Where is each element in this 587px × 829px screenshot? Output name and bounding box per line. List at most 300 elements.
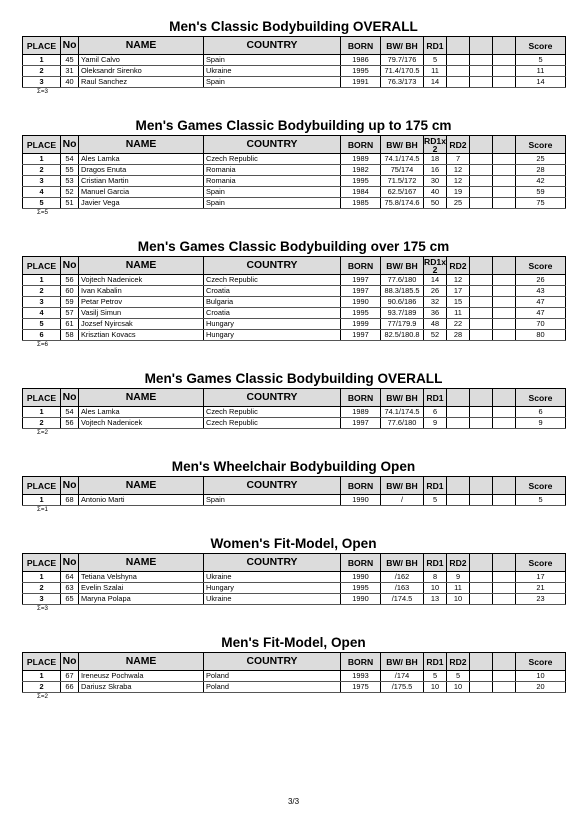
cell-born: 1995	[341, 176, 381, 187]
cell-rd2: 12	[447, 165, 470, 176]
column-header: BORN	[341, 389, 381, 407]
cell-place: 2	[23, 682, 61, 693]
column-header: BW/ BH	[381, 389, 424, 407]
cell-e2	[493, 682, 516, 693]
column-header: BORN	[341, 257, 381, 275]
cell-bw: 71.4/170.5	[381, 66, 424, 77]
column-header: NAME	[79, 389, 204, 407]
column-header: COUNTRY	[204, 477, 341, 495]
cell-name: Raul Sanchez	[79, 77, 204, 88]
cell-born: 1990	[341, 495, 381, 506]
cell-e2	[493, 55, 516, 66]
cell-score: 6	[516, 407, 566, 418]
cell-country: Poland	[204, 682, 341, 693]
column-header: RD2	[447, 136, 470, 154]
cell-rd2: 12	[447, 275, 470, 286]
cell-rd1: 30	[424, 176, 447, 187]
cell-e2	[493, 308, 516, 319]
column-header: RD2	[447, 554, 470, 572]
cell-no: 58	[61, 330, 79, 341]
cell-rd2: 25	[447, 198, 470, 209]
cell-name: Manuel Garcia	[79, 187, 204, 198]
column-header	[470, 389, 493, 407]
column-header: BORN	[341, 653, 381, 671]
column-header	[493, 554, 516, 572]
cell-score: 20	[516, 682, 566, 693]
cell-bw: 62.5/167	[381, 187, 424, 198]
cell-born: 1975	[341, 682, 381, 693]
cell-bw: 74.1/174.5	[381, 154, 424, 165]
results-table	[22, 476, 566, 506]
cell-bw: 82.5/180.8	[381, 330, 424, 341]
cell-e1	[470, 407, 493, 418]
table-row	[23, 154, 566, 165]
column-header	[493, 37, 516, 55]
cell-rd1: 36	[424, 308, 447, 319]
cell-rd1: 13	[424, 594, 447, 605]
column-header: RD1	[424, 37, 447, 55]
cell-e1	[470, 495, 493, 506]
header-row	[23, 37, 566, 55]
cell-e1	[470, 572, 493, 583]
cell-rd1: 5	[424, 55, 447, 66]
results-table	[22, 652, 566, 693]
cell-place: 2	[23, 286, 61, 297]
column-header: RD1x 2	[424, 256, 446, 275]
cell-bw: /162	[381, 572, 424, 583]
cell-bw: 76.3/173	[381, 77, 424, 88]
cell-e1	[470, 66, 493, 77]
cell-bw: /174.5	[381, 594, 424, 605]
cell-e2	[493, 594, 516, 605]
cell-place: 5	[23, 319, 61, 330]
cell-bw: /174	[381, 671, 424, 682]
cell-bw: 75/174	[381, 165, 424, 176]
results-table	[22, 388, 566, 429]
cell-no: 54	[61, 154, 79, 165]
cell-rd1: 26	[424, 286, 447, 297]
cell-no: 54	[61, 407, 79, 418]
cell-rd2	[447, 55, 470, 66]
column-header: RD2	[447, 257, 470, 275]
cell-e1	[470, 330, 493, 341]
cell-born: 1982	[341, 165, 381, 176]
results-section	[22, 535, 565, 616]
column-header: Score	[516, 554, 566, 572]
column-header: No	[61, 136, 79, 154]
column-header	[470, 653, 493, 671]
cell-name: Maryna Polapa	[79, 594, 204, 605]
participant-count: Σ=3	[37, 605, 48, 612]
cell-bw: 75.8/174.6	[381, 198, 424, 209]
column-header	[493, 653, 516, 671]
cell-rd2: 7	[447, 154, 470, 165]
results-section	[22, 458, 565, 517]
participant-count: Σ=1	[37, 506, 48, 513]
cell-score: 14	[516, 77, 566, 88]
column-header: BORN	[341, 477, 381, 495]
table-row	[23, 319, 566, 330]
cell-score: 59	[516, 187, 566, 198]
cell-name: Vojtech Nadenicek	[79, 418, 204, 429]
cell-e1	[470, 594, 493, 605]
cell-no: 45	[61, 55, 79, 66]
results-section	[22, 370, 565, 440]
column-header: COUNTRY	[204, 653, 341, 671]
page-number: 3/3	[287, 797, 300, 806]
cell-rd1: 50	[424, 198, 447, 209]
column-header: No	[61, 653, 79, 671]
table-row	[23, 198, 566, 209]
column-header	[470, 554, 493, 572]
cell-rd1: 11	[424, 66, 447, 77]
cell-name: Petar Petrov	[79, 297, 204, 308]
column-header: COUNTRY	[204, 554, 341, 572]
cell-country: Poland	[204, 671, 341, 682]
cell-rd1: 5	[424, 671, 447, 682]
table-row	[23, 671, 566, 682]
cell-name: Vojtech Nadenicek	[79, 275, 204, 286]
cell-born: 1997	[341, 286, 381, 297]
cell-born: 1990	[341, 297, 381, 308]
cell-country: Czech Republic	[204, 407, 341, 418]
cell-e1	[470, 187, 493, 198]
participant-count: Σ=5	[37, 209, 48, 216]
column-header: Score	[516, 477, 566, 495]
column-header: RD1x 2	[424, 135, 446, 154]
cell-e2	[493, 187, 516, 198]
section-title: Men's Classic Bodybuilding OVERALL	[169, 19, 418, 34]
cell-born: 1995	[341, 66, 381, 77]
cell-place: 3	[23, 297, 61, 308]
cell-e1	[470, 275, 493, 286]
cell-no: 60	[61, 286, 79, 297]
cell-place: 4	[23, 187, 61, 198]
cell-place: 5	[23, 198, 61, 209]
cell-country: Czech Republic	[204, 418, 341, 429]
cell-country: Spain	[204, 495, 341, 506]
column-header: COUNTRY	[204, 37, 341, 55]
column-header: PLACE	[23, 257, 61, 275]
cell-score: 10	[516, 671, 566, 682]
cell-rd1: 48	[424, 319, 447, 330]
column-header: NAME	[79, 554, 204, 572]
cell-bw: 77.6/180	[381, 275, 424, 286]
cell-no: 67	[61, 671, 79, 682]
cell-rd2: 12	[447, 176, 470, 187]
cell-no: 31	[61, 66, 79, 77]
cell-no: 61	[61, 319, 79, 330]
participant-count: Σ=6	[37, 341, 48, 348]
cell-country: Romania	[204, 176, 341, 187]
cell-score: 28	[516, 165, 566, 176]
cell-country: Croatia	[204, 286, 341, 297]
cell-country: Hungary	[204, 319, 341, 330]
column-header	[493, 477, 516, 495]
cell-country: Bulgaria	[204, 297, 341, 308]
cell-place: 1	[23, 275, 61, 286]
cell-country: Romania	[204, 165, 341, 176]
section-title: Men's Fit-Model, Open	[221, 635, 366, 650]
participant-count: Σ=3	[37, 88, 48, 95]
cell-place: 2	[23, 418, 61, 429]
cell-e1	[470, 154, 493, 165]
header-row	[23, 477, 566, 495]
results-table	[22, 135, 566, 209]
cell-e2	[493, 330, 516, 341]
cell-no: 64	[61, 572, 79, 583]
cell-name: Evelin Szalai	[79, 583, 204, 594]
column-header: PLACE	[23, 477, 61, 495]
cell-score: 5	[516, 495, 566, 506]
header-row	[23, 389, 566, 407]
cell-score: 11	[516, 66, 566, 77]
cell-name: Jozsef Nyircsak	[79, 319, 204, 330]
cell-no: 56	[61, 275, 79, 286]
column-header: PLACE	[23, 554, 61, 572]
cell-country: Spain	[204, 55, 341, 66]
cell-born: 1997	[341, 330, 381, 341]
cell-rd1: 9	[424, 418, 447, 429]
column-header: BW/ BH	[381, 554, 424, 572]
cell-place: 3	[23, 594, 61, 605]
cell-country: Ukraine	[204, 572, 341, 583]
column-header	[470, 37, 493, 55]
cell-e2	[493, 297, 516, 308]
section-title: Women's Fit-Model, Open	[210, 536, 377, 551]
table-row	[23, 682, 566, 693]
header-row	[23, 653, 566, 671]
cell-born: 1997	[341, 418, 381, 429]
cell-score: 43	[516, 286, 566, 297]
cell-score: 80	[516, 330, 566, 341]
cell-e2	[493, 165, 516, 176]
cell-e2	[493, 154, 516, 165]
cell-e2	[493, 275, 516, 286]
column-header: NAME	[79, 136, 204, 154]
cell-no: 40	[61, 77, 79, 88]
column-header: BW/ BH	[381, 37, 424, 55]
cell-bw: /	[381, 495, 424, 506]
cell-bw: 79.7/176	[381, 55, 424, 66]
cell-country: Czech Republic	[204, 275, 341, 286]
cell-score: 75	[516, 198, 566, 209]
cell-rd1: 14	[424, 275, 447, 286]
cell-bw: 88.3/185.5	[381, 286, 424, 297]
column-header	[470, 136, 493, 154]
cell-place: 1	[23, 572, 61, 583]
cell-born: 1997	[341, 275, 381, 286]
table-row	[23, 286, 566, 297]
cell-e2	[493, 407, 516, 418]
cell-country: Croatia	[204, 308, 341, 319]
cell-bw: 90.6/186	[381, 297, 424, 308]
header-row	[23, 136, 566, 154]
cell-rd1: 5	[424, 495, 447, 506]
cell-rd1: 52	[424, 330, 447, 341]
cell-born: 1985	[341, 198, 381, 209]
cell-rd1: 18	[424, 154, 447, 165]
cell-rd2	[447, 495, 470, 506]
cell-place: 4	[23, 308, 61, 319]
column-header: No	[61, 554, 79, 572]
table-row	[23, 594, 566, 605]
section-title: Men's Games Classic Bodybuilding up to 175 cm	[135, 118, 452, 133]
table-row	[23, 165, 566, 176]
cell-rd1: 8	[424, 572, 447, 583]
column-header: BW/ BH	[381, 136, 424, 154]
column-header: NAME	[79, 37, 204, 55]
column-header: RD1	[424, 554, 447, 572]
cell-rd2: 19	[447, 187, 470, 198]
cell-rd1: 10	[424, 682, 447, 693]
cell-e1	[470, 176, 493, 187]
header-row	[23, 257, 566, 275]
results-table	[22, 553, 566, 605]
cell-score: 17	[516, 572, 566, 583]
cell-place: 6	[23, 330, 61, 341]
cell-place: 2	[23, 165, 61, 176]
column-header: BORN	[341, 136, 381, 154]
cell-e1	[470, 77, 493, 88]
column-header	[447, 37, 470, 55]
table-row	[23, 275, 566, 286]
cell-score: 25	[516, 154, 566, 165]
cell-country: Spain	[204, 77, 341, 88]
table-row	[23, 187, 566, 198]
cell-rd2	[447, 407, 470, 418]
cell-e1	[470, 308, 493, 319]
cell-born: 1984	[341, 187, 381, 198]
participant-count: Σ=2	[37, 693, 48, 700]
cell-no: 51	[61, 198, 79, 209]
cell-place: 2	[23, 66, 61, 77]
cell-e1	[470, 286, 493, 297]
cell-name: Krisztian Kovacs	[79, 330, 204, 341]
column-header: RD1	[424, 477, 447, 495]
column-header: Score	[516, 257, 566, 275]
cell-score: 47	[516, 297, 566, 308]
cell-rd2: 15	[447, 297, 470, 308]
cell-name: Antonio Marti	[79, 495, 204, 506]
cell-score: 5	[516, 55, 566, 66]
cell-place: 1	[23, 55, 61, 66]
cell-score: 23	[516, 594, 566, 605]
cell-rd2: 5	[447, 671, 470, 682]
cell-place: 1	[23, 407, 61, 418]
cell-place: 2	[23, 583, 61, 594]
column-header	[493, 389, 516, 407]
cell-e1	[470, 165, 493, 176]
cell-no: 68	[61, 495, 79, 506]
cell-name: Ales Lamka	[79, 154, 204, 165]
cell-no: 66	[61, 682, 79, 693]
cell-score: 70	[516, 319, 566, 330]
column-header: No	[61, 257, 79, 275]
cell-country: Hungary	[204, 583, 341, 594]
column-header: COUNTRY	[204, 257, 341, 275]
cell-e1	[470, 198, 493, 209]
cell-score: 26	[516, 275, 566, 286]
results-section	[22, 18, 565, 99]
column-header: NAME	[79, 477, 204, 495]
cell-bw: 74.1/174.5	[381, 407, 424, 418]
cell-bw: 93.7/189	[381, 308, 424, 319]
column-header: RD2	[447, 653, 470, 671]
cell-rd1: 6	[424, 407, 447, 418]
table-row	[23, 407, 566, 418]
column-header: No	[61, 37, 79, 55]
cell-born: 1986	[341, 55, 381, 66]
cell-no: 63	[61, 583, 79, 594]
column-header: Score	[516, 136, 566, 154]
column-header: PLACE	[23, 37, 61, 55]
cell-born: 1991	[341, 77, 381, 88]
cell-name: Ivan Kabalin	[79, 286, 204, 297]
cell-place: 3	[23, 77, 61, 88]
cell-e1	[470, 671, 493, 682]
cell-rd1: 16	[424, 165, 447, 176]
cell-no: 52	[61, 187, 79, 198]
cell-score: 21	[516, 583, 566, 594]
column-header	[493, 257, 516, 275]
cell-bw: 77.6/180	[381, 418, 424, 429]
cell-bw: 71.5/172	[381, 176, 424, 187]
results-section	[22, 117, 565, 220]
table-row	[23, 418, 566, 429]
cell-rd2: 10	[447, 682, 470, 693]
cell-e2	[493, 671, 516, 682]
cell-rd1: 32	[424, 297, 447, 308]
cell-name: Dariusz Skraba	[79, 682, 204, 693]
column-header: BW/ BH	[381, 653, 424, 671]
column-header	[470, 257, 493, 275]
table-row	[23, 66, 566, 77]
cell-country: Spain	[204, 198, 341, 209]
cell-e2	[493, 418, 516, 429]
cell-country: Hungary	[204, 330, 341, 341]
section-title: Men's Wheelchair Bodybuilding Open	[171, 459, 416, 474]
table-row	[23, 55, 566, 66]
results-section	[22, 238, 565, 352]
column-header: BORN	[341, 37, 381, 55]
cell-rd2: 11	[447, 583, 470, 594]
cell-rd2: 22	[447, 319, 470, 330]
column-header: No	[61, 477, 79, 495]
cell-born: 1993	[341, 671, 381, 682]
column-header: COUNTRY	[204, 389, 341, 407]
cell-name: Dragos Enuta	[79, 165, 204, 176]
table-row	[23, 330, 566, 341]
cell-e2	[493, 583, 516, 594]
column-header: Score	[516, 389, 566, 407]
cell-e1	[470, 319, 493, 330]
cell-born: 1989	[341, 407, 381, 418]
cell-rd2: 17	[447, 286, 470, 297]
column-header: PLACE	[23, 653, 61, 671]
cell-no: 65	[61, 594, 79, 605]
section-title: Men's Games Classic Bodybuilding over 175 cm	[137, 239, 450, 254]
cell-name: Vasilj Simun	[79, 308, 204, 319]
column-header: BW/ BH	[381, 477, 424, 495]
cell-rd2: 11	[447, 308, 470, 319]
table-row	[23, 297, 566, 308]
column-header	[447, 389, 470, 407]
column-header: BORN	[341, 554, 381, 572]
cell-score: 42	[516, 176, 566, 187]
cell-no: 57	[61, 308, 79, 319]
cell-e1	[470, 55, 493, 66]
